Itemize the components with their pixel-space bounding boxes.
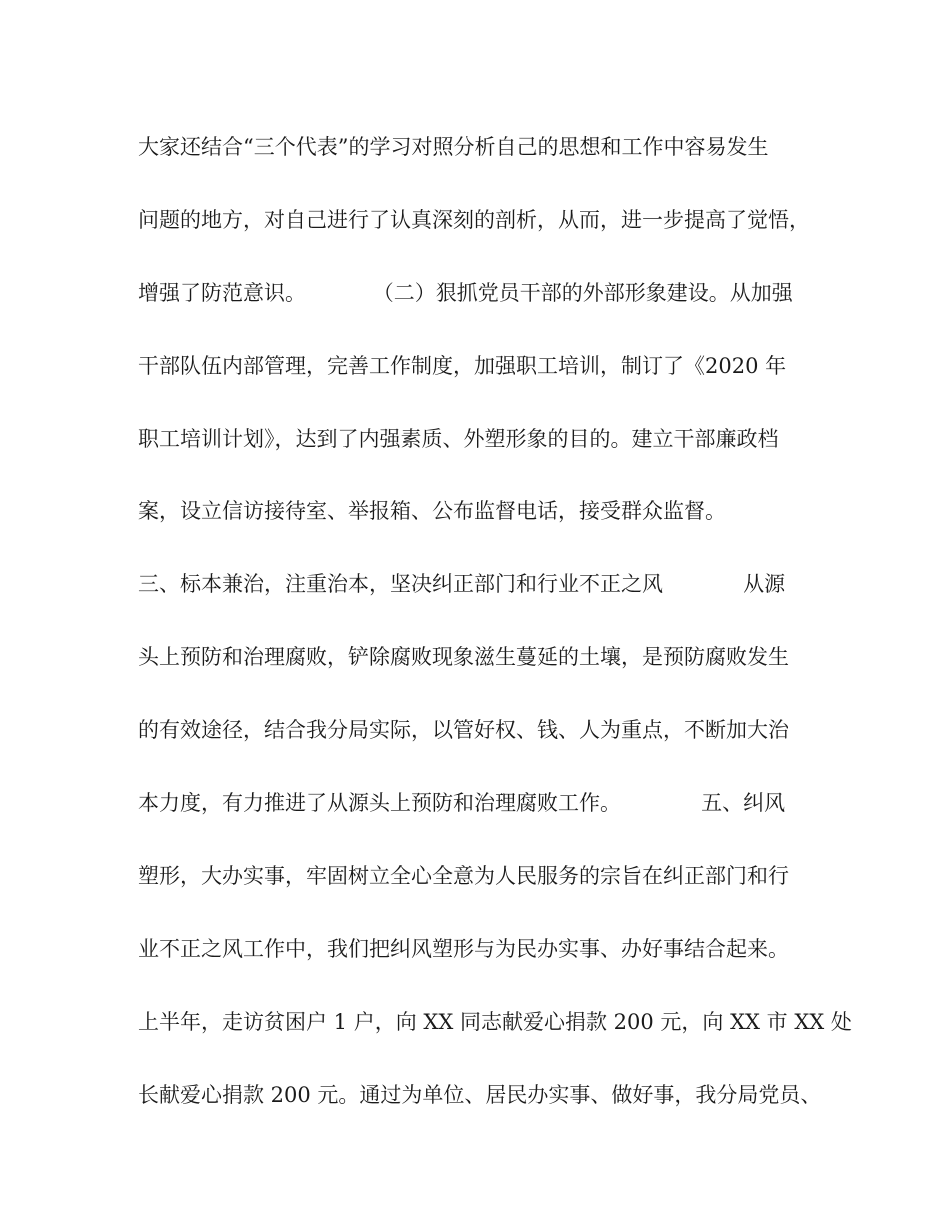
text-line: 职工培训计划》，达到了内强素质、外塑形象的目的。建立干部廉政档 bbox=[138, 426, 779, 451]
text-line: 大家还结合“三个代表”的学习对照分析自己的思想和工作中容易发生 bbox=[138, 135, 769, 159]
text-line: 的有效途径，结合我分局实际，以管好权、钱、人为重点，不断加大治 bbox=[138, 718, 789, 743]
text-line: 上半年，走访贫困户 1 户，向 XX 同志献爱心捐款 200 元，向 XX 市 XX 处 bbox=[138, 1009, 852, 1034]
text-line: 三、标本兼治，注重治本，坚决纠正部门和行业不正之风 从源 bbox=[138, 572, 786, 597]
text-line: 干部队伍内部管理，完善工作制度，加强职工培训，制订了《2020 年 bbox=[138, 353, 787, 378]
text-line: 问题的地方，对自己进行了认真深刻的剖析，从而，进一步提高了觉悟， bbox=[138, 207, 810, 232]
text-line: 头上预防和治理腐败，铲除腐败现象滋生蔓延的土壤，是预防腐败发生 bbox=[138, 645, 789, 670]
text-line: 长献爱心捐款 200 元。通过为单位、居民办实事、做好事，我分局党员、 bbox=[138, 1082, 822, 1107]
text-line: 增强了防范意识。 （二）狠抓党员干部的外部形象建设。从加强 bbox=[138, 280, 793, 305]
text-line: 本力度，有力推进了从源头上预防和治理腐败工作。 五、纠风 bbox=[138, 791, 786, 816]
body-text bbox=[138, 127, 852, 1147]
text-line: 案，设立信访接待室、举报箱、公布监督电话，接受群众监督。 bbox=[138, 499, 726, 524]
text-line: 塑形，大办实事，牢固树立全心全意为人民服务的宗旨在纠正部门和行 bbox=[138, 863, 789, 888]
text-line: 业不正之风工作中，我们把纠风塑形与为民办实事、办好事结合起来。 bbox=[138, 936, 789, 961]
